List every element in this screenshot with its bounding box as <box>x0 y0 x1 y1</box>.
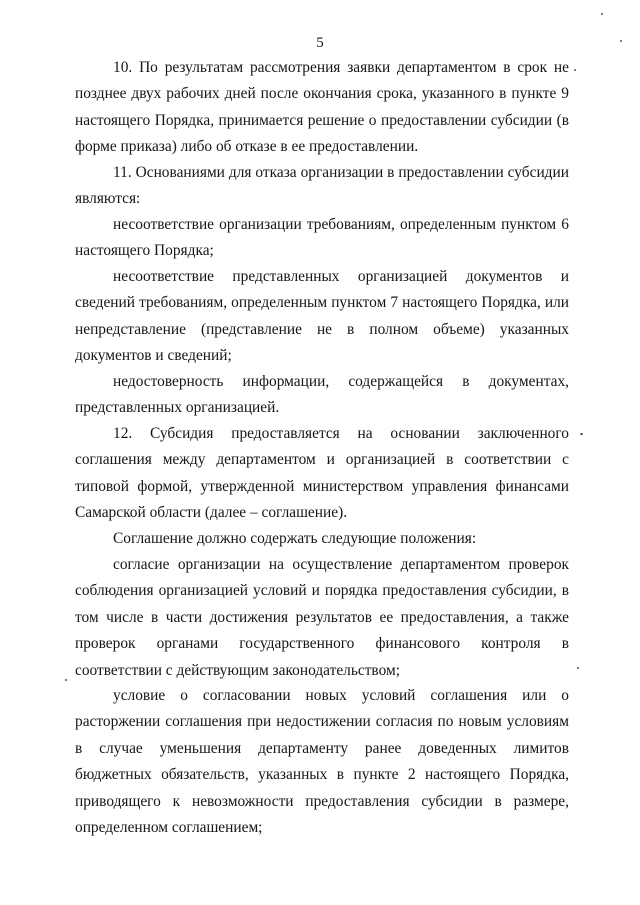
paragraph-11: 11. Основаниями для отказа организации в предоставлении субсидии являются: <box>75 164 569 208</box>
scan-speck <box>580 433 583 435</box>
paragraph-11-item-1: несоответствие организации требованиям, определенным пунктом 6 настоящего Порядка; <box>75 216 569 260</box>
paragraph-11-item-2: несоответствие представленных организацией документов и сведений требованиям, определенным пунктом 7 настоящего Порядка, или непредставление (представление не в полном объеме) указанных документов и сведений; <box>75 268 569 365</box>
paragraph-12-item-2: условие о согласовании новых условий соглашения или о расторжении соглашения при недостижении согласия по новым условиям в случае уменьшения департаменту ранее доведенных лимитов бюджетных обязательств, указанных в пункте 2 настоящего Порядка, приводящего к невозможности предоставления субсидии в размере, определенном соглашением; <box>75 687 569 837</box>
page-number: 5 <box>316 35 324 51</box>
scan-speck <box>620 40 622 42</box>
scan-speck <box>601 13 603 15</box>
paragraph-10: 10. По результатам рассмотрения заявки департаментом в срок не позднее двух рабочих дней после окончания срока, указанного в пункте 9 настоящего Порядка, принимается решение о предоставлении субсидии (в форме приказа) либо об отказе в ее предоставлении. <box>75 59 569 156</box>
scan-speck <box>577 667 579 669</box>
scan-speck <box>65 679 67 681</box>
scan-speck <box>574 69 576 71</box>
paragraph-11-item-3: недостоверность информации, содержащейся в документах, представленных организацией. <box>75 373 569 417</box>
paragraph-12-item-1: согласие организации на осуществление департаментом проверок соблюдения организацией условий и порядка предоставления субсидии, в том числе в части достижения результатов ее предоставления, а также проверок органами государственного финансового контроля в соответствии с действующим законодательством; <box>75 556 569 679</box>
paragraph-12-intro: Соглашение должно содержать следующие положения: <box>113 530 477 547</box>
paragraph-12: 12. Субсидия предоставляется на основании заключенного соглашения между департаментом и организацией в соответствии с типовой формой, утвержденной министерством управления финансами Самарской области (далее – соглашение). <box>75 425 569 522</box>
